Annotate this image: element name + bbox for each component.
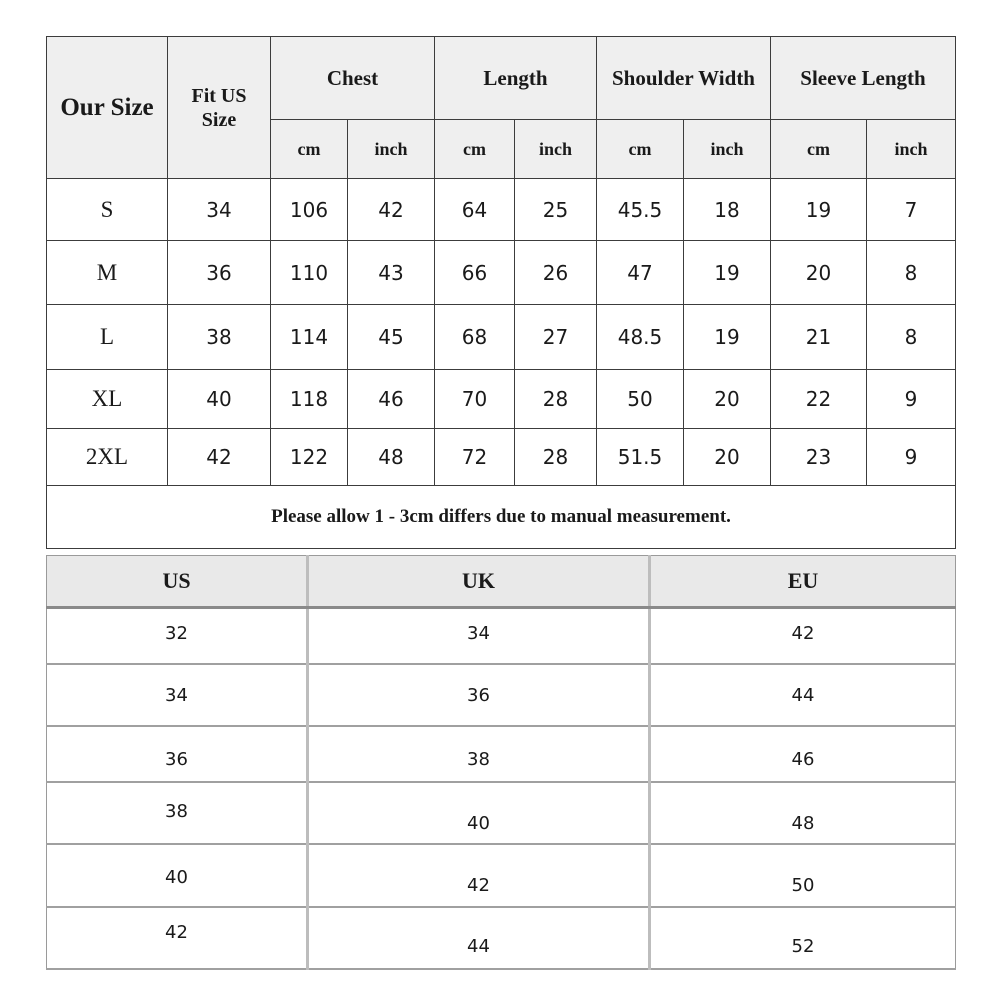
chest-inch-value: 48	[348, 429, 435, 486]
shoulder-cm-value: 47	[597, 241, 684, 305]
shoulder-cm-value: 45.5	[597, 179, 684, 241]
shoulder-width-header: Shoulder Width	[597, 37, 771, 120]
size-conversion-table	[46, 555, 956, 970]
shoulder-inch-value: 18	[684, 179, 771, 241]
chest-cm-value: 106	[271, 179, 348, 241]
length-header: Length	[435, 37, 597, 120]
uk-header: UK	[308, 556, 650, 608]
uk-value: 42	[467, 874, 490, 896]
shoulder-inch-value: 20	[684, 370, 771, 429]
uk-value-cell	[308, 844, 650, 907]
size-label: XL	[47, 370, 168, 429]
unit-inch-header: inch	[348, 120, 435, 179]
eu-value: 42	[791, 623, 815, 644]
fit-us-size-header-line1: Fit US	[191, 84, 247, 107]
shoulder-cm-value: 50	[597, 370, 684, 429]
us-value: 40	[165, 866, 188, 888]
fit-us-value: 42	[168, 429, 271, 486]
size-label: L	[47, 305, 168, 370]
eu-value-cell	[650, 844, 956, 907]
conversion-row	[47, 608, 956, 664]
uk-value-cell	[308, 782, 650, 844]
size-row	[47, 241, 956, 305]
chest-inch-value: 45	[348, 305, 435, 370]
chest-inch-value: 42	[348, 179, 435, 241]
length-cm-value: 66	[435, 241, 515, 305]
sleeve-inch-value: 9	[867, 370, 956, 429]
eu-value-cell	[650, 726, 956, 782]
eu-value: 48	[791, 812, 815, 834]
length-inch-value: 25	[515, 179, 597, 241]
us-value: 32	[165, 623, 188, 644]
our-size-header: Our Size	[47, 37, 168, 179]
shoulder-inch-value: 19	[684, 305, 771, 370]
us-value-cell	[47, 664, 308, 726]
uk-value: 34	[467, 623, 490, 644]
fit-us-size-header	[168, 37, 271, 179]
shoulder-inch-value: 19	[684, 241, 771, 305]
conversion-row	[47, 726, 956, 782]
shoulder-inch-value: 20	[684, 429, 771, 486]
eu-value: 52	[791, 935, 815, 957]
unit-cm-header: cm	[271, 120, 348, 179]
size-chart-table	[46, 36, 956, 549]
conversion-row	[47, 844, 956, 907]
uk-value: 38	[467, 748, 490, 770]
length-inch-value: 28	[515, 429, 597, 486]
sleeve-inch-value: 8	[867, 241, 956, 305]
eu-value: 44	[791, 684, 815, 706]
sleeve-inch-value: 8	[867, 305, 956, 370]
us-value: 38	[165, 800, 188, 822]
chest-cm-value: 122	[271, 429, 348, 486]
length-inch-value: 26	[515, 241, 597, 305]
uk-value: 36	[467, 684, 490, 706]
sleeve-length-header: Sleeve Length	[771, 37, 956, 120]
fit-us-value: 40	[168, 370, 271, 429]
unit-cm-header: cm	[597, 120, 684, 179]
size-label: M	[47, 241, 168, 305]
us-value-cell	[47, 844, 308, 907]
sleeve-cm-value: 22	[771, 370, 867, 429]
measurement-note: Please allow 1 - 3cm differs due to manual measurement.	[47, 486, 956, 549]
fit-us-value: 36	[168, 241, 271, 305]
eu-value-cell	[650, 782, 956, 844]
size-row	[47, 305, 956, 370]
sleeve-inch-value: 7	[867, 179, 956, 241]
uk-value: 44	[467, 935, 490, 957]
sleeve-cm-value: 20	[771, 241, 867, 305]
size-row	[47, 370, 956, 429]
eu-value-cell	[650, 608, 956, 664]
us-value: 34	[165, 684, 188, 706]
uk-value-cell	[308, 664, 650, 726]
length-cm-value: 70	[435, 370, 515, 429]
eu-value-cell	[650, 664, 956, 726]
chest-cm-value: 114	[271, 305, 348, 370]
length-inch-value: 27	[515, 305, 597, 370]
length-cm-value: 68	[435, 305, 515, 370]
sleeve-cm-value: 21	[771, 305, 867, 370]
shoulder-cm-value: 51.5	[597, 429, 684, 486]
length-cm-value: 72	[435, 429, 515, 486]
uk-value: 40	[467, 812, 490, 834]
uk-value-cell	[308, 907, 650, 969]
unit-inch-header: inch	[515, 120, 597, 179]
us-value-cell	[47, 726, 308, 782]
us-value-cell	[47, 782, 308, 844]
chest-cm-value: 118	[271, 370, 348, 429]
unit-inch-header: inch	[867, 120, 956, 179]
sleeve-inch-value: 9	[867, 429, 956, 486]
chest-header: Chest	[271, 37, 435, 120]
fit-us-value: 38	[168, 305, 271, 370]
unit-inch-header: inch	[684, 120, 771, 179]
chest-inch-value: 43	[348, 241, 435, 305]
uk-value-cell	[308, 726, 650, 782]
fit-us-size-header-line2: Size	[201, 108, 237, 131]
eu-header: EU	[650, 556, 956, 608]
fit-us-value: 34	[168, 179, 271, 241]
conversion-row	[47, 907, 956, 969]
sleeve-cm-value: 19	[771, 179, 867, 241]
us-value: 36	[165, 748, 188, 770]
us-value-cell	[47, 608, 308, 664]
chest-inch-value: 46	[348, 370, 435, 429]
length-cm-value: 64	[435, 179, 515, 241]
eu-value-cell	[650, 907, 956, 969]
uk-value-cell	[308, 608, 650, 664]
us-value-cell	[47, 907, 308, 969]
conversion-row	[47, 664, 956, 726]
shoulder-cm-value: 48.5	[597, 305, 684, 370]
sleeve-cm-value: 23	[771, 429, 867, 486]
chest-cm-value: 110	[271, 241, 348, 305]
unit-cm-header: cm	[771, 120, 867, 179]
size-row	[47, 179, 956, 241]
unit-cm-header: cm	[435, 120, 515, 179]
conversion-row	[47, 782, 956, 844]
us-header: US	[47, 556, 308, 608]
size-row	[47, 429, 956, 486]
us-value: 42	[165, 921, 188, 943]
size-label: S	[47, 179, 168, 241]
length-inch-value: 28	[515, 370, 597, 429]
eu-value: 46	[791, 748, 815, 770]
eu-value: 50	[791, 874, 815, 896]
size-label: 2XL	[47, 429, 168, 486]
